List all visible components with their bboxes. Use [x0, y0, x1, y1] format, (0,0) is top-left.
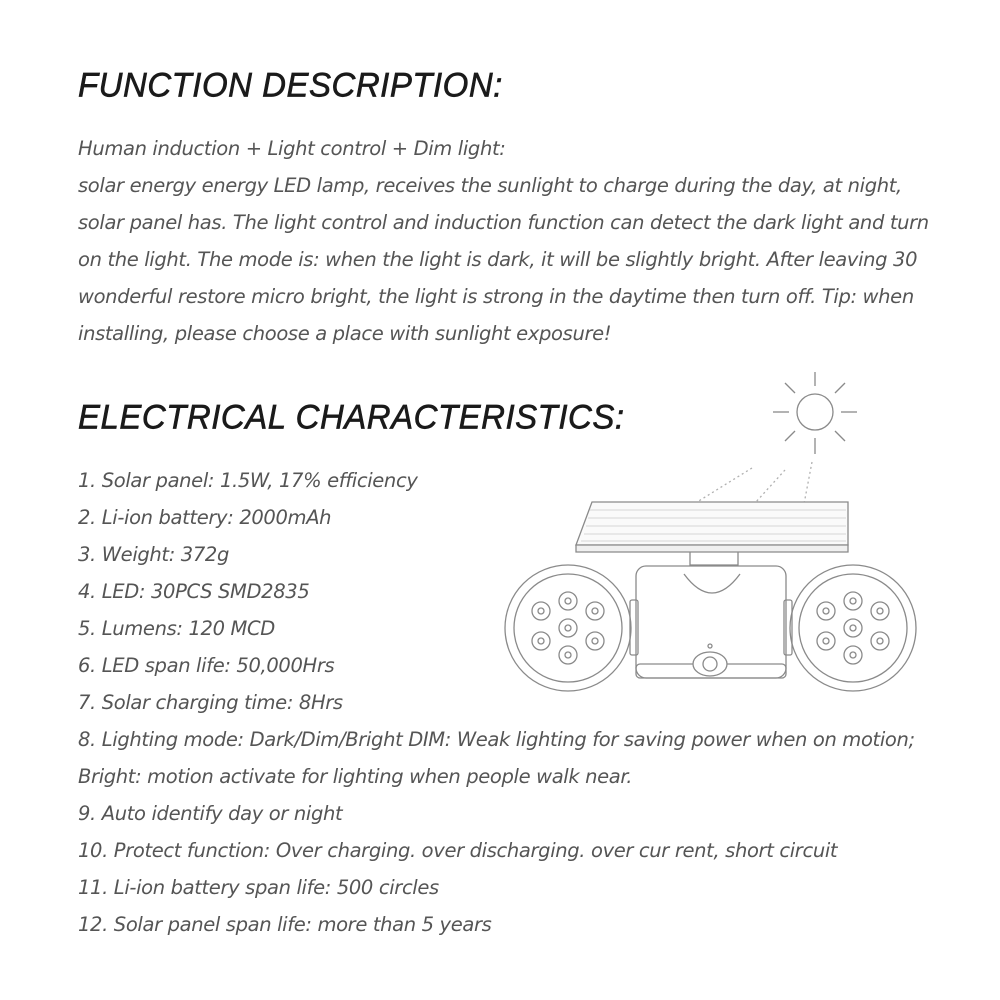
spec-item: 7. Solar charging time: 8Hrs: [78, 691, 343, 714]
spec-item: 2. Li-ion battery: 2000mAh: [78, 506, 332, 529]
solar-lamp-illustration: [500, 368, 940, 698]
electrical-characteristics-heading: ELECTRICAL CHARACTERISTICS:: [78, 397, 625, 436]
spec-item: 12. Solar panel span life: more than 5 years: [78, 913, 492, 936]
spec-item: 5. Lumens: 120 MCD: [78, 617, 275, 640]
spec-item: 11. Li-ion battery span life: 500 circles: [78, 876, 439, 899]
spec-item: 8. Lighting mode: Dark/Dim/Bright DIM: Weak lighting for saving power when on motion;: [78, 728, 915, 751]
solar-panel: [576, 502, 848, 552]
spec-item: Bright: motion activate for lighting when people walk near.: [78, 765, 633, 788]
spec-item: 3. Weight: 372g: [78, 543, 229, 566]
function-description-heading: FUNCTION DESCRIPTION:: [78, 65, 503, 104]
right-light-head: [784, 565, 916, 691]
function-description-subtitle: Human induction + Light control + Dim light:: [78, 137, 506, 160]
spec-item: 9. Auto identify day or night: [78, 802, 343, 825]
spec-item: 1. Solar panel: 1.5W, 17% efficiency: [78, 469, 418, 492]
function-description-body: solar energy energy LED lamp, receives the sunlight to charge during the day, at night, solar panel has. The light control and induction function can detect the dark light and turn on the light. The mode is: when the light is dark, it will be slightly bright. After leaving 30 wonderful restore micro bright, the light is strong in the daytime then turn off. Tip: when installing, please choose a place with sunlight exposure!: [78, 174, 929, 345]
panel-bracket: [690, 552, 738, 565]
sun-icon: [773, 372, 857, 454]
spec-item: 4. LED: 30PCS SMD2835: [78, 580, 310, 603]
spec-item: 6. LED span life: 50,000Hrs: [78, 654, 335, 677]
lamp-body: [636, 566, 786, 678]
spec-item: 10. Protect function: Over charging. over discharging. over cur rent, short circuit: [78, 839, 838, 862]
left-light-head: [505, 565, 638, 691]
